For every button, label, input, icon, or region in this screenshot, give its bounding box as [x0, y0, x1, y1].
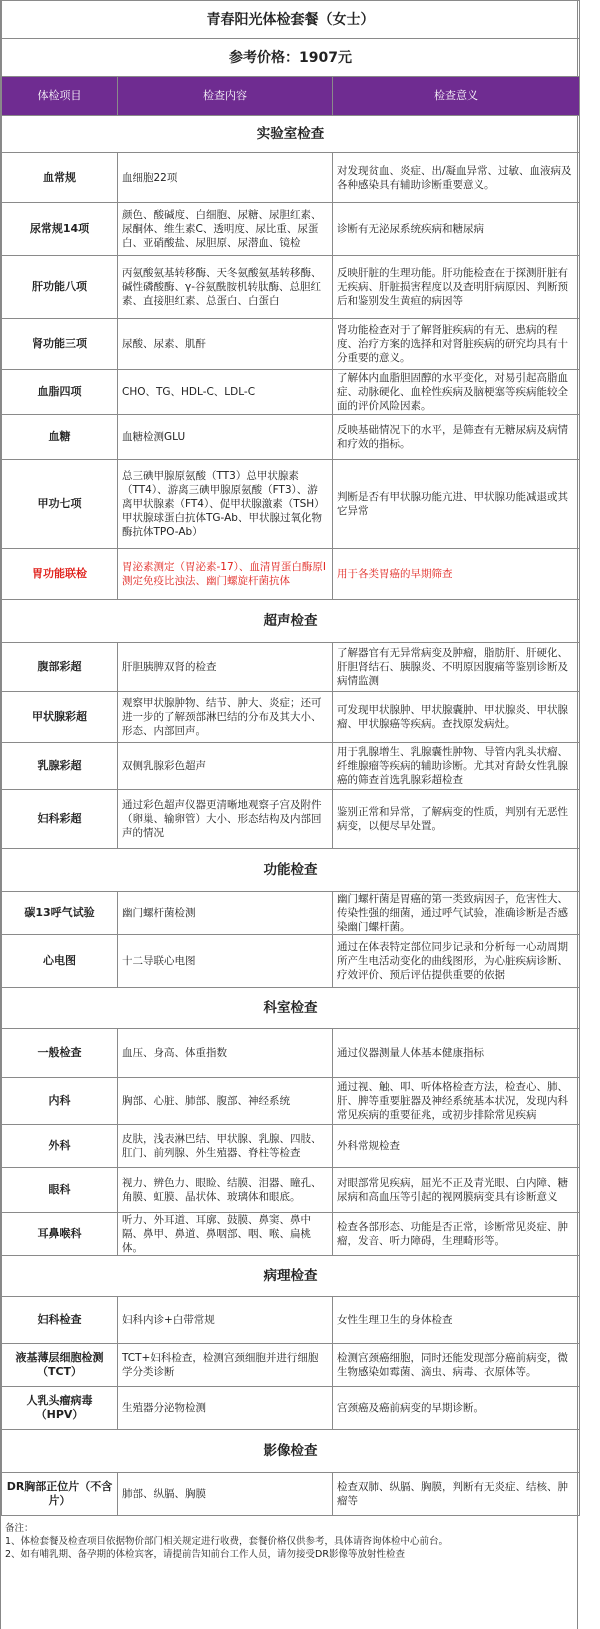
row-content: 通过彩色超声仪器更清晰地观察子宫及附件（卵巢、输卵管）大小、形态结构及内部回声的情况 — [118, 790, 333, 849]
section-title: 科室检查 — [2, 988, 580, 1029]
row-meaning: 对发现贫血、炎症、出/凝血异常、过敏、血液病及各种感染具有辅助诊断重要意义。 — [333, 153, 580, 203]
row-content: 生殖器分泌物检测 — [118, 1387, 333, 1430]
notes-label: 备注： — [5, 1523, 34, 1534]
row-item-name: 尿常规14项 — [2, 203, 118, 256]
table-row — [2, 460, 580, 549]
column-header-meaning: 检查意义 — [333, 77, 580, 116]
table-row — [2, 1029, 580, 1078]
table-row — [2, 935, 580, 988]
section-header — [2, 849, 580, 892]
row-meaning: 反映肝脏的生理功能。肝功能检查在于探测肝脏有无疾病、肝脏损害程度以及查明肝病原因、判断预后和鉴别发生黄疸的病因等 — [333, 256, 580, 319]
table-row — [2, 203, 580, 256]
row-meaning: 女性生理卫生的身体检查 — [333, 1297, 580, 1344]
row-meaning: 检查各部形态、功能是否正常，诊断常见炎症、肿瘤，发音、听力障碍，生理畸形等。 — [333, 1213, 580, 1256]
row-content: 妇科内诊+白带常规 — [118, 1297, 333, 1344]
row-meaning: 判断是否有甲状腺功能亢进、甲状腺功能减退或其它异常 — [333, 460, 580, 549]
row-meaning: 检测宫颈癌细胞，同时还能发现部分癌前病变，微生物感染如霉菌、滴虫、病毒、衣原体等。 — [333, 1344, 580, 1387]
notes — [1, 1516, 577, 1561]
section-header — [2, 116, 580, 153]
table-row — [2, 1473, 580, 1516]
section-header — [2, 600, 580, 643]
row-meaning: 通过视、触、叩、听体格检查方法，检查心、肺、肝、脾等重要脏器及神经系统基本状况，发现内科常见疾病的重要征兆，或初步排除常见疾病 — [333, 1078, 580, 1125]
row-content: 血细胞22项 — [118, 153, 333, 203]
row-item-name: 肾功能三项 — [2, 319, 118, 370]
row-content: 总三碘甲腺原氨酸（TT3）总甲状腺素（TT4）、游离三碘甲腺原氨酸（FT3）、游离甲状腺素（FT4）、促甲状腺激素（TSH） 甲状腺球蛋白抗体TG-Ab、甲状腺过氧化物酶抗体TPO-Ab） — [118, 460, 333, 549]
row-content: 肝胆胰脾双肾的检查 — [118, 643, 333, 692]
section-title: 功能检查 — [2, 849, 580, 892]
row-content: 胸部、心脏、肺部、腹部、神经系统 — [118, 1078, 333, 1125]
note-line-1: 1、体检套餐及检查项目依据物价部门相关规定进行收费，套餐价格仅供参考，具体请咨询体检中心前台。 — [5, 1536, 449, 1547]
row-item-name: 血糖 — [2, 415, 118, 460]
row-item-name: DR胸部正位片（不含片） — [2, 1473, 118, 1516]
row-meaning: 用于各类胃癌的早期筛查 — [333, 549, 580, 600]
row-meaning: 幽门螺杆菌是胃癌的第一类致病因子，危害性大、传染性强的细菌，通过呼气试验，准确诊断是否感染幽门螺杆菌。 — [333, 892, 580, 935]
row-item-name: 肝功能八项 — [2, 256, 118, 319]
section-title: 超声检查 — [2, 600, 580, 643]
row-content: 观察甲状腺肿物、结节、肿大、炎症；还可进一步的了解颈部淋巴结的分布及其大小、形态、内部回声。 — [118, 692, 333, 743]
row-content: 血压、身高、体重指数 — [118, 1029, 333, 1078]
row-content: 十二导联心电图 — [118, 935, 333, 988]
row-content: TCT+妇科检查，检测宫颈细胞并进行细胞学分类诊断 — [118, 1344, 333, 1387]
table-row — [2, 153, 580, 203]
row-item-name: 耳鼻喉科 — [2, 1213, 118, 1256]
row-meaning: 诊断有无泌尿系统疾病和糖尿病 — [333, 203, 580, 256]
row-item-name: 眼科 — [2, 1168, 118, 1213]
table-row — [2, 1387, 580, 1430]
column-header-item: 体检项目 — [2, 77, 118, 116]
row-item-name: 人乳头瘤病毒（HPV） — [2, 1387, 118, 1430]
note-line-2: 2、如有哺乳期、备孕期的体检宾客，请提前告知前台工作人员，请勿接受DR影像等放射性检查 — [5, 1549, 405, 1560]
row-content: 血糖检测GLU — [118, 415, 333, 460]
row-item-name: 血常规 — [2, 153, 118, 203]
table-row — [2, 1125, 580, 1168]
table-row — [2, 415, 580, 460]
row-meaning: 外科常规检查 — [333, 1125, 580, 1168]
row-item-name: 心电图 — [2, 935, 118, 988]
table-row — [2, 892, 580, 935]
section-header — [2, 1430, 580, 1473]
package-table-body — [2, 1, 580, 1516]
row-meaning: 对眼部常见疾病，屈光不正及青光眼、白内障、糖尿病和高血压等引起的视网膜病变具有诊断意义 — [333, 1168, 580, 1213]
row-item-name: 腹部彩超 — [2, 643, 118, 692]
row-content: 丙氨酸氨基转移酶、天冬氨酸氨基转移酶、碱性磷酸酶、γ-谷氨酰胺机转肽酶、总胆红素、直接胆红素、总蛋白、白蛋白 — [118, 256, 333, 319]
table-row — [2, 370, 580, 415]
row-meaning: 鉴别正常和异常，了解病变的性质，判别有无恶性病变，以便尽早处置。 — [333, 790, 580, 849]
section-header — [2, 1256, 580, 1297]
row-item-name: 甲状腺彩超 — [2, 692, 118, 743]
table-row — [2, 1078, 580, 1125]
row-meaning: 了解器官有无异常病变及肿瘤，脂肪肝、肝硬化、肝胆肾结石、胰腺炎、不明原因腹痛等鉴别诊断及病情监测 — [333, 643, 580, 692]
row-meaning: 可发现甲状腺肿、甲状腺囊肿、甲状腺炎、甲状腺瘤、甲状腺癌等疾病。查找原发病灶。 — [333, 692, 580, 743]
row-item-name: 妇科彩超 — [2, 790, 118, 849]
row-item-name: 内科 — [2, 1078, 118, 1125]
row-meaning: 检查双肺、纵膈、胸膜，判断有无炎症、结核、肿瘤等 — [333, 1473, 580, 1516]
row-content: 肺部、纵膈、胸膜 — [118, 1473, 333, 1516]
row-item-name: 胃功能联检 — [2, 549, 118, 600]
table-row — [2, 1297, 580, 1344]
column-header-content: 检查内容 — [118, 77, 333, 116]
row-content: 听力、外耳道、耳廓、鼓膜、鼻窦、鼻中隔、鼻甲、鼻道、鼻咽部、咽、喉、扁桃体。 — [118, 1213, 333, 1256]
row-content: 视力、辨色力、眼睑、结膜、泪器、瞳孔、角膜、虹膜、晶状体、玻璃体和眼底。 — [118, 1168, 333, 1213]
row-item-name: 妇科检查 — [2, 1297, 118, 1344]
row-meaning: 通过在体表特定部位同步记录和分析每一心动周期所产生电活动变化的曲线图形，为心脏疾病诊断、疗效评价、预后评估提供重要的依据 — [333, 935, 580, 988]
table-row — [2, 790, 580, 849]
row-content: 颜色、酸碱度、白细胞、尿糖、尿胆红素、尿酮体、维生素C、透明度、尿比重、尿蛋白、亚硝酸盐、尿胆原、尿潜血、镜检 — [118, 203, 333, 256]
row-item-name: 乳腺彩超 — [2, 743, 118, 790]
row-item-name: 一般检查 — [2, 1029, 118, 1078]
table-row — [2, 256, 580, 319]
row-item-name: 外科 — [2, 1125, 118, 1168]
row-meaning: 宫颈癌及癌前病变的早期诊断。 — [333, 1387, 580, 1430]
row-item-name: 血脂四项 — [2, 370, 118, 415]
table-row — [2, 692, 580, 743]
row-content: 皮肤，浅表淋巴结、甲状腺、乳腺、四肢、肛门、前列腺、外生殖器、脊柱等检查 — [118, 1125, 333, 1168]
table-row — [2, 549, 580, 600]
row-content: 胃泌素测定（胃泌素-17）、血清胃蛋白酶原I测定免疫比浊法、幽门螺旋杆菌抗体 — [118, 549, 333, 600]
table-row — [2, 1213, 580, 1256]
row-item-name: 液基薄层细胞检测（TCT） — [2, 1344, 118, 1387]
section-title: 实验室检查 — [2, 116, 580, 153]
section-header — [2, 988, 580, 1029]
package-table — [1, 0, 580, 1516]
table-row — [2, 319, 580, 370]
row-item-name: 碳13呼气试验 — [2, 892, 118, 935]
row-content: 双侧乳腺彩色超声 — [118, 743, 333, 790]
reference-price: 参考价格：1907元 — [2, 39, 580, 77]
package-title: 青春阳光体检套餐（女士） — [2, 1, 580, 39]
section-title: 影像检查 — [2, 1430, 580, 1473]
table-row — [2, 1344, 580, 1387]
table-row — [2, 743, 580, 790]
table-row — [2, 643, 580, 692]
row-content: CHO、TG、HDL-C、LDL-C — [118, 370, 333, 415]
row-content: 幽门螺杆菌检测 — [118, 892, 333, 935]
table-row — [2, 1168, 580, 1213]
table-header — [2, 77, 580, 116]
row-content: 尿酸、尿素、肌酐 — [118, 319, 333, 370]
row-meaning: 用于乳腺增生、乳腺囊性肿物、导管内乳头状瘤、纤维腺瘤等疾病的辅助诊断。尤其对育龄女性乳腺癌的筛查首选乳腺彩超检查 — [333, 743, 580, 790]
row-item-name: 甲功七项 — [2, 460, 118, 549]
row-meaning: 了解体内血脂胆固醇的水平变化，对易引起高脂血症、动脉硬化、血栓性疾病及脑梗塞等疾病能较全面的评价风险因素。 — [333, 370, 580, 415]
section-title: 病理检查 — [2, 1256, 580, 1297]
row-meaning: 反映基础情况下的水平，是筛查有无糖尿病及病情和疗效的指标。 — [333, 415, 580, 460]
row-meaning: 通过仪器测量人体基本健康指标 — [333, 1029, 580, 1078]
row-meaning: 肾功能检查对于了解肾脏疾病的有无、患病的程度、治疗方案的选择和对肾脏疾病的研究均具有十分重要的意义。 — [333, 319, 580, 370]
